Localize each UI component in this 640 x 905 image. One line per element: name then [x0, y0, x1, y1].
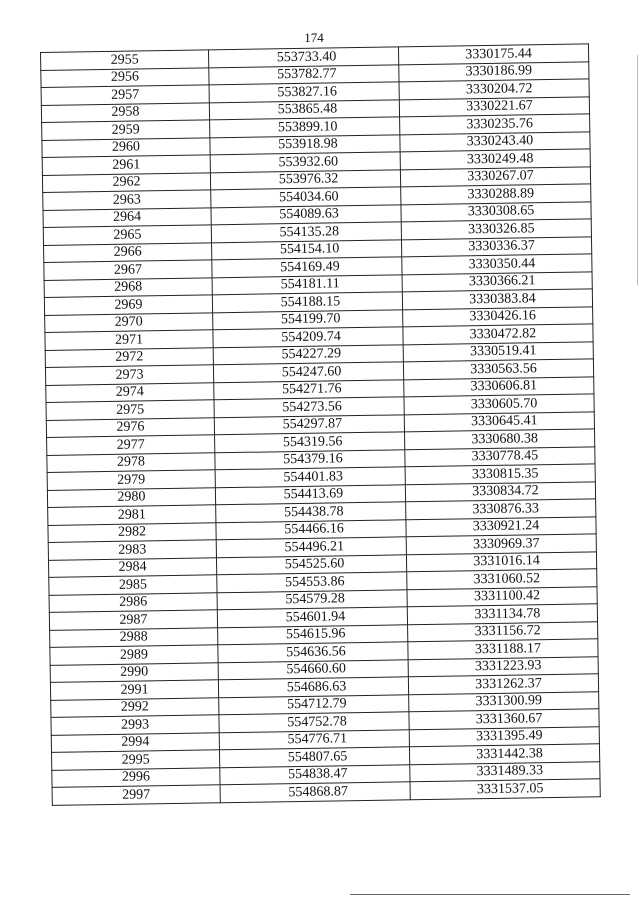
point-number-cell: 2957 [41, 85, 209, 105]
y-coordinate-cell: 3330288.89 [401, 184, 591, 204]
x-coordinate-cell: 554712.79 [219, 694, 409, 714]
x-coordinate-cell: 554247.60 [213, 362, 403, 382]
y-coordinate-cell: 3331395.49 [409, 726, 599, 746]
y-coordinate-cell: 3331156.72 [408, 621, 598, 641]
x-coordinate-cell: 554227.29 [213, 344, 403, 364]
x-coordinate-cell: 554273.56 [214, 397, 404, 417]
y-coordinate-cell: 3331060.52 [407, 569, 597, 589]
point-number-cell: 2956 [41, 67, 209, 87]
x-coordinate-cell: 554496.21 [216, 537, 406, 557]
y-coordinate-cell: 3330243.40 [400, 131, 590, 151]
x-coordinate-cell: 553976.32 [210, 169, 400, 189]
y-coordinate-cell: 3330778.45 [405, 446, 595, 466]
y-coordinate-cell: 3330645.41 [404, 411, 594, 431]
y-coordinate-cell: 3330308.65 [401, 201, 591, 221]
x-coordinate-cell: 554807.65 [219, 747, 409, 767]
x-coordinate-cell: 554466.16 [216, 519, 406, 539]
x-coordinate-cell: 554752.78 [219, 712, 409, 732]
x-coordinate-cell: 554199.70 [213, 309, 403, 329]
y-coordinate-cell: 3330921.24 [406, 516, 596, 536]
x-coordinate-cell: 554188.15 [212, 292, 402, 312]
x-coordinate-cell: 554438.78 [216, 502, 406, 522]
x-coordinate-cell: 554525.60 [216, 554, 406, 574]
point-number-cell: 2991 [50, 680, 218, 700]
y-coordinate-cell: 3330606.81 [404, 376, 594, 396]
x-coordinate-cell: 554838.47 [220, 764, 410, 784]
y-coordinate-cell: 3331300.99 [409, 691, 599, 711]
y-coordinate-cell: 3330876.33 [406, 499, 596, 519]
x-coordinate-cell: 554636.56 [218, 642, 408, 662]
x-coordinate-cell: 553899.10 [210, 117, 400, 137]
point-number-cell: 2966 [44, 242, 212, 262]
point-number-cell: 2960 [42, 137, 210, 157]
point-number-cell: 2988 [50, 627, 218, 647]
point-number-cell: 2997 [52, 785, 220, 805]
point-number-cell: 2979 [47, 470, 215, 490]
y-coordinate-cell: 3330336.37 [401, 236, 591, 256]
x-coordinate-cell: 554868.87 [220, 782, 410, 802]
y-coordinate-cell: 3330249.48 [400, 149, 590, 169]
y-coordinate-cell: 3331442.38 [409, 744, 599, 764]
y-coordinate-cell: 3331489.33 [410, 761, 600, 781]
x-coordinate-cell: 554154.10 [212, 239, 402, 259]
point-number-cell: 2987 [49, 610, 217, 630]
point-number-cell: 2959 [42, 120, 210, 140]
x-coordinate-cell: 554181.11 [212, 274, 402, 294]
point-number-cell: 2996 [52, 767, 220, 787]
x-coordinate-cell: 554271.76 [214, 379, 404, 399]
y-coordinate-cell: 3331360.67 [409, 709, 599, 729]
x-coordinate-cell: 554297.87 [214, 414, 404, 434]
x-coordinate-cell: 554135.28 [211, 222, 401, 242]
y-coordinate-cell: 3330563.56 [403, 359, 593, 379]
footer-rule [350, 894, 630, 895]
point-number-cell: 2976 [46, 417, 214, 437]
y-coordinate-cell: 3330472.82 [403, 324, 593, 344]
point-number-cell: 2982 [48, 522, 216, 542]
x-coordinate-cell: 554686.63 [218, 677, 408, 697]
point-number-cell: 2986 [49, 592, 217, 612]
point-number-cell: 2958 [41, 102, 209, 122]
point-number-cell: 2977 [47, 435, 215, 455]
y-coordinate-cell: 3330605.70 [404, 394, 594, 414]
point-number-cell: 2990 [50, 662, 218, 682]
x-coordinate-cell: 554553.86 [217, 572, 407, 592]
point-number-cell: 2969 [44, 295, 212, 315]
y-coordinate-cell: 3330267.07 [400, 166, 590, 186]
y-coordinate-cell: 3330969.37 [406, 534, 596, 554]
point-number-cell: 2981 [48, 505, 216, 525]
point-number-cell: 2992 [51, 697, 219, 717]
point-number-cell: 2994 [51, 732, 219, 752]
point-number-cell: 2967 [44, 260, 212, 280]
point-number-cell: 2972 [45, 347, 213, 367]
x-coordinate-cell: 554660.60 [218, 659, 408, 679]
point-number-cell: 2963 [43, 190, 211, 210]
point-number-cell: 2975 [46, 400, 214, 420]
y-coordinate-cell: 3330815.35 [405, 464, 595, 484]
point-number-cell: 2970 [45, 312, 213, 332]
x-coordinate-cell: 554209.74 [213, 327, 403, 347]
x-coordinate-cell: 553865.48 [209, 99, 399, 119]
y-coordinate-cell: 3330326.85 [401, 219, 591, 239]
x-coordinate-cell: 554579.28 [217, 589, 407, 609]
scan-edge-mark [637, 55, 638, 285]
x-coordinate-cell: 554413.69 [215, 484, 405, 504]
y-coordinate-cell: 3331188.17 [408, 639, 598, 659]
x-coordinate-cell: 554776.71 [219, 729, 409, 749]
y-coordinate-cell: 3330221.67 [399, 96, 589, 116]
y-coordinate-cell: 3331100.42 [407, 586, 597, 606]
point-number-cell: 2974 [46, 382, 214, 402]
y-coordinate-cell: 3330204.72 [399, 79, 589, 99]
y-coordinate-cell: 3331537.05 [410, 779, 600, 799]
x-coordinate-cell: 553918.98 [210, 134, 400, 154]
point-number-cell: 2989 [50, 645, 218, 665]
x-coordinate-cell: 553733.40 [208, 47, 398, 67]
point-number-cell: 2983 [48, 540, 216, 560]
point-number-cell: 2961 [42, 155, 210, 175]
x-coordinate-cell: 554089.63 [211, 204, 401, 224]
x-coordinate-cell: 553932.60 [210, 152, 400, 172]
x-coordinate-cell: 554401.83 [215, 467, 405, 487]
y-coordinate-cell: 3330383.84 [402, 289, 592, 309]
point-number-cell: 2984 [48, 557, 216, 577]
y-coordinate-cell: 3331223.93 [408, 656, 598, 676]
y-coordinate-cell: 3330680.38 [405, 429, 595, 449]
point-number-cell: 2964 [43, 207, 211, 227]
x-coordinate-cell: 553782.77 [209, 64, 399, 84]
x-coordinate-cell: 554379.16 [215, 449, 405, 469]
x-coordinate-cell: 553827.16 [209, 82, 399, 102]
point-number-cell: 2973 [45, 365, 213, 385]
point-number-cell: 2980 [47, 487, 215, 507]
y-coordinate-cell: 3331134.78 [407, 604, 597, 624]
y-coordinate-cell: 3331016.14 [406, 551, 596, 571]
y-coordinate-cell: 3330175.44 [398, 44, 588, 64]
page-number: 174 [304, 30, 324, 45]
coordinate-table [40, 43, 601, 805]
point-number-cell: 2971 [45, 330, 213, 350]
point-number-cell: 2995 [52, 750, 220, 770]
y-coordinate-cell: 3330350.44 [402, 254, 592, 274]
y-coordinate-cell: 3331262.37 [408, 674, 598, 694]
point-number-cell: 2978 [47, 452, 215, 472]
point-number-cell: 2993 [51, 715, 219, 735]
x-coordinate-cell: 554169.49 [212, 257, 402, 277]
coordinate-table-body [41, 44, 601, 805]
coordinate-table-container [40, 43, 600, 805]
y-coordinate-cell: 3330519.41 [403, 341, 593, 361]
y-coordinate-cell: 3330366.21 [402, 271, 592, 291]
y-coordinate-cell: 3330235.76 [400, 114, 590, 134]
point-number-cell: 2962 [42, 172, 210, 192]
point-number-cell: 2965 [43, 225, 211, 245]
y-coordinate-cell: 3330834.72 [405, 481, 595, 501]
point-number-cell: 2968 [44, 277, 212, 297]
point-number-cell: 2955 [41, 50, 209, 70]
y-coordinate-cell: 3330186.99 [399, 61, 589, 81]
x-coordinate-cell: 554319.56 [215, 432, 405, 452]
x-coordinate-cell: 554601.94 [217, 607, 407, 627]
x-coordinate-cell: 554034.60 [211, 187, 401, 207]
x-coordinate-cell: 554615.96 [218, 624, 408, 644]
point-number-cell: 2985 [49, 575, 217, 595]
y-coordinate-cell: 3330426.16 [403, 306, 593, 326]
